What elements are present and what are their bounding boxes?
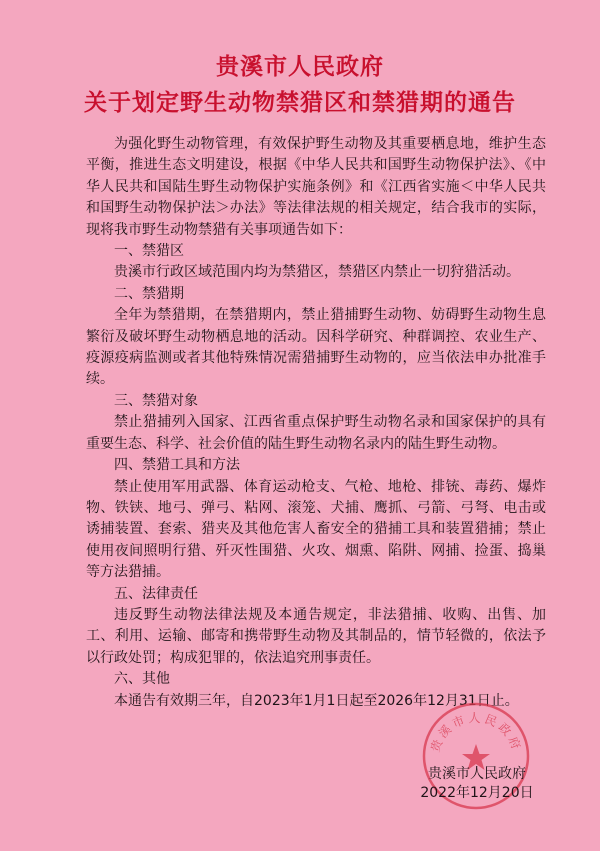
section-heading-1: 一、禁猎区 [114,243,184,260]
section-heading-3: 三、禁猎对象 [114,392,198,409]
closing-date: 2022年12月20日 [420,785,534,801]
section-heading-2: 二、禁猎期 [114,285,184,302]
intro-paragraph: 为强化野生动物管理，有效保护野生动物及其重要栖息地，维护生态平衡，推进生态文明建设，根据《中华人民共和国野生动物保护法》、《中华人民共和国陆生野生动物保护实施条例》和《江西省实施＜中华人民共和国野生动物保护法＞办法》等法律法规的相关规定，结合我市的实际，现将我市野生动物禁猎有关事项通告如下： [86,136,546,238]
section-heading-6: 六、其他 [114,671,170,688]
section-text-3: 禁止猎捕列入国家、江西省重点保护野生动物名录和国家保护的具有重要生态、科学、社会价值的陆生野生动物名录内的陆生野生动物。 [86,414,546,452]
closing-issuer: 贵溪市人民政府 [428,766,526,782]
section-text-5: 违反野生动物法律法规及本通告规定，非法猎捕、收购、出售、加工、利用、运输、邮寄和携带野生动物及其制品的，情节轻微的，依法予以行政处罚；构成犯罪的，依法追究刑事责任。 [86,606,546,666]
section-text-4: 禁止使用军用武器、体育运动枪支、气枪、地枪、排铳、毒药、爆炸物、铁铗、地弓、弹弓、粘网、滚笼、犬捕、鹰抓、弓箭、弓弩、电击或诱捕装置、套索、猎夹及其他危害人畜安全的猎捕工具和装置猎捕；禁止使用夜间照明行猎、歼灭性围猎、火攻、烟熏、陷阱、网捕、捡蛋、捣巢等方法猎捕。 [86,478,546,581]
section-text-6: 本通告有效期三年，自2023年1月1日起至2026年12月31日止。 [114,692,519,709]
document-body [86,134,546,712]
document-title-issuer: 贵溪市人民政府 [216,54,384,80]
section-heading-5: 五、法律责任 [114,585,198,602]
document-title: 关于划定野生动物禁猎区和禁猎期的通告 [84,90,516,116]
section-heading-4: 四、禁猎工具和方法 [114,457,240,474]
seal-text: 贵溪市人民政府 [427,711,525,754]
section-text-2: 全年为禁猎期，在禁猎期内，禁止猎捕野生动物、妨碍野生动物生息繁衍及破坏野生动物栖息地的活动。因科学研究、种群调控、农业生产、疫源疫病监测或者其他特殊情况需猎捕野生动物的，应当依法申办批准手续。 [86,307,546,388]
section-text-1: 贵溪市行政区域范围内均为禁猎区，禁猎区内禁止一切狩猎活动。 [114,264,520,281]
